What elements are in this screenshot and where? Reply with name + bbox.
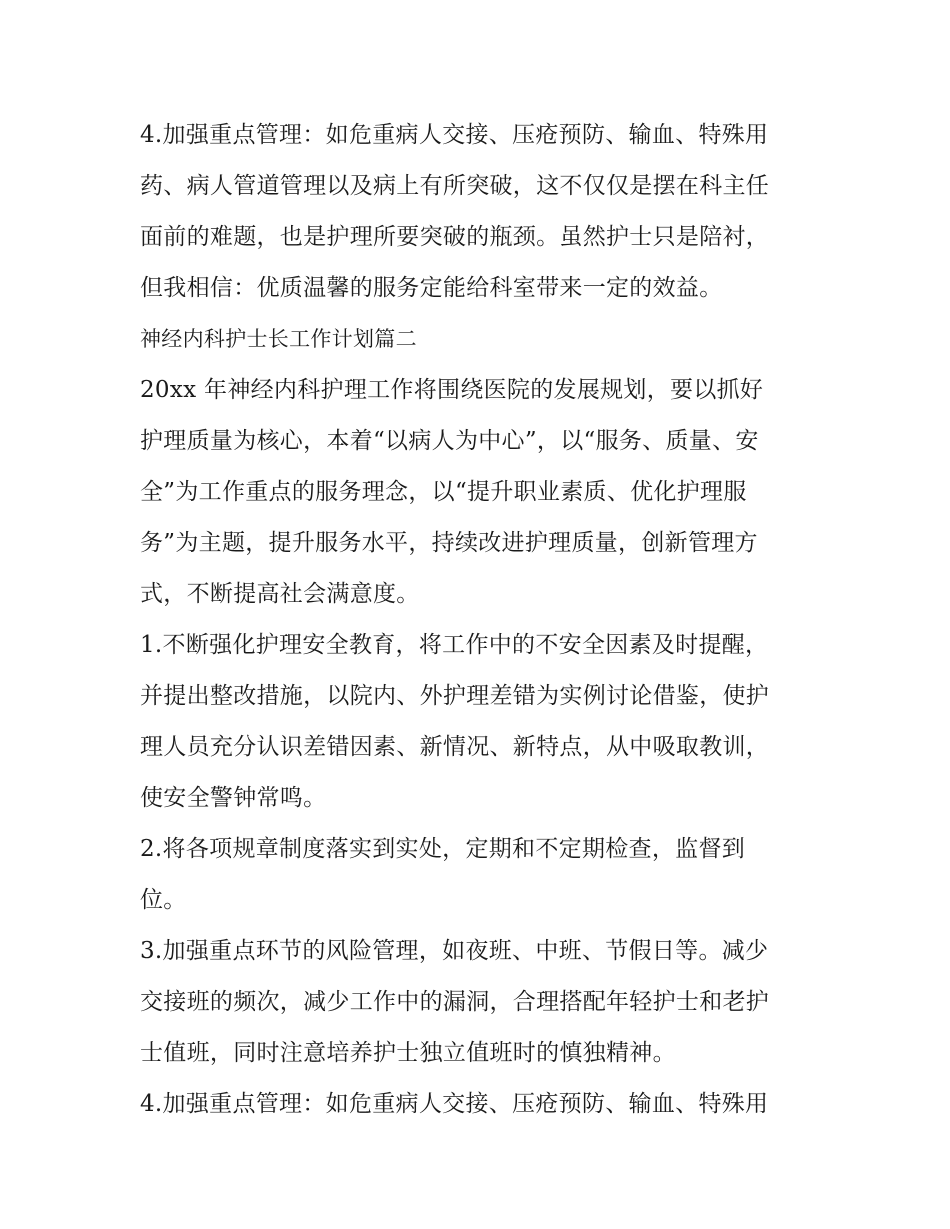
- text-line: 护理质量为核心，本着“以病人为中心”，以“服务、质量、安: [140, 428, 759, 454]
- text-line: 药、病人管道管理以及病上有所突破，这不仅仅是摆在科主任: [140, 173, 770, 199]
- text-line: 并提出整改措施，以院内、外护理差错为实例讨论借鉴，使护: [140, 683, 770, 709]
- text-line: 3.加强重点环节的风险管理，如夜班、中班、节假日等。减少: [140, 938, 769, 964]
- text-line: 但我相信：优质温馨的服务定能给科室带来一定的效益。: [140, 275, 723, 301]
- text-line: 务”为主题，提升服务水平，持续改进护理质量，创新管理方: [140, 530, 758, 556]
- text-line: 位。: [140, 887, 187, 913]
- section-heading: 神经内科护士长工作计划篇二: [140, 327, 417, 351]
- text-line: 2.将各项规章制度落实到实处，定期和不定期检查，监督到: [140, 836, 746, 862]
- text-line: 使安全警钟常鸣。: [140, 785, 327, 811]
- text-line: 式，不断提高社会满意度。: [140, 581, 420, 607]
- text-line: 1.不断强化护理安全教育，将工作中的不安全因素及时提醒，: [140, 632, 769, 658]
- document-body: [140, 110, 820, 1130]
- text-line: 士值班，同时注意培养护士独立值班时的慎独精神。: [140, 1040, 676, 1066]
- text-line: 理人员充分认识差错因素、新情况、新特点，从中吸取教训，: [140, 734, 770, 760]
- text-line: 4.加强重点管理：如危重病人交接、压疮预防、输血、特殊用: [140, 122, 769, 148]
- text-line: 4.加强重点管理：如危重病人交接、压疮预防、输血、特殊用: [140, 1091, 769, 1117]
- text-line: 面前的难题，也是护理所要突破的瓶颈。虽然护士只是陪衬，: [140, 224, 770, 250]
- text-line: 交接班的频次，减少工作中的漏洞，合理搭配年轻护士和老护: [140, 989, 770, 1015]
- text-line: 20xx 年神经内科护理工作将围绕医院的发展规划，要以抓好: [140, 377, 764, 403]
- text-line: 全”为工作重点的服务理念，以“提升职业素质、优化护理服: [140, 479, 747, 505]
